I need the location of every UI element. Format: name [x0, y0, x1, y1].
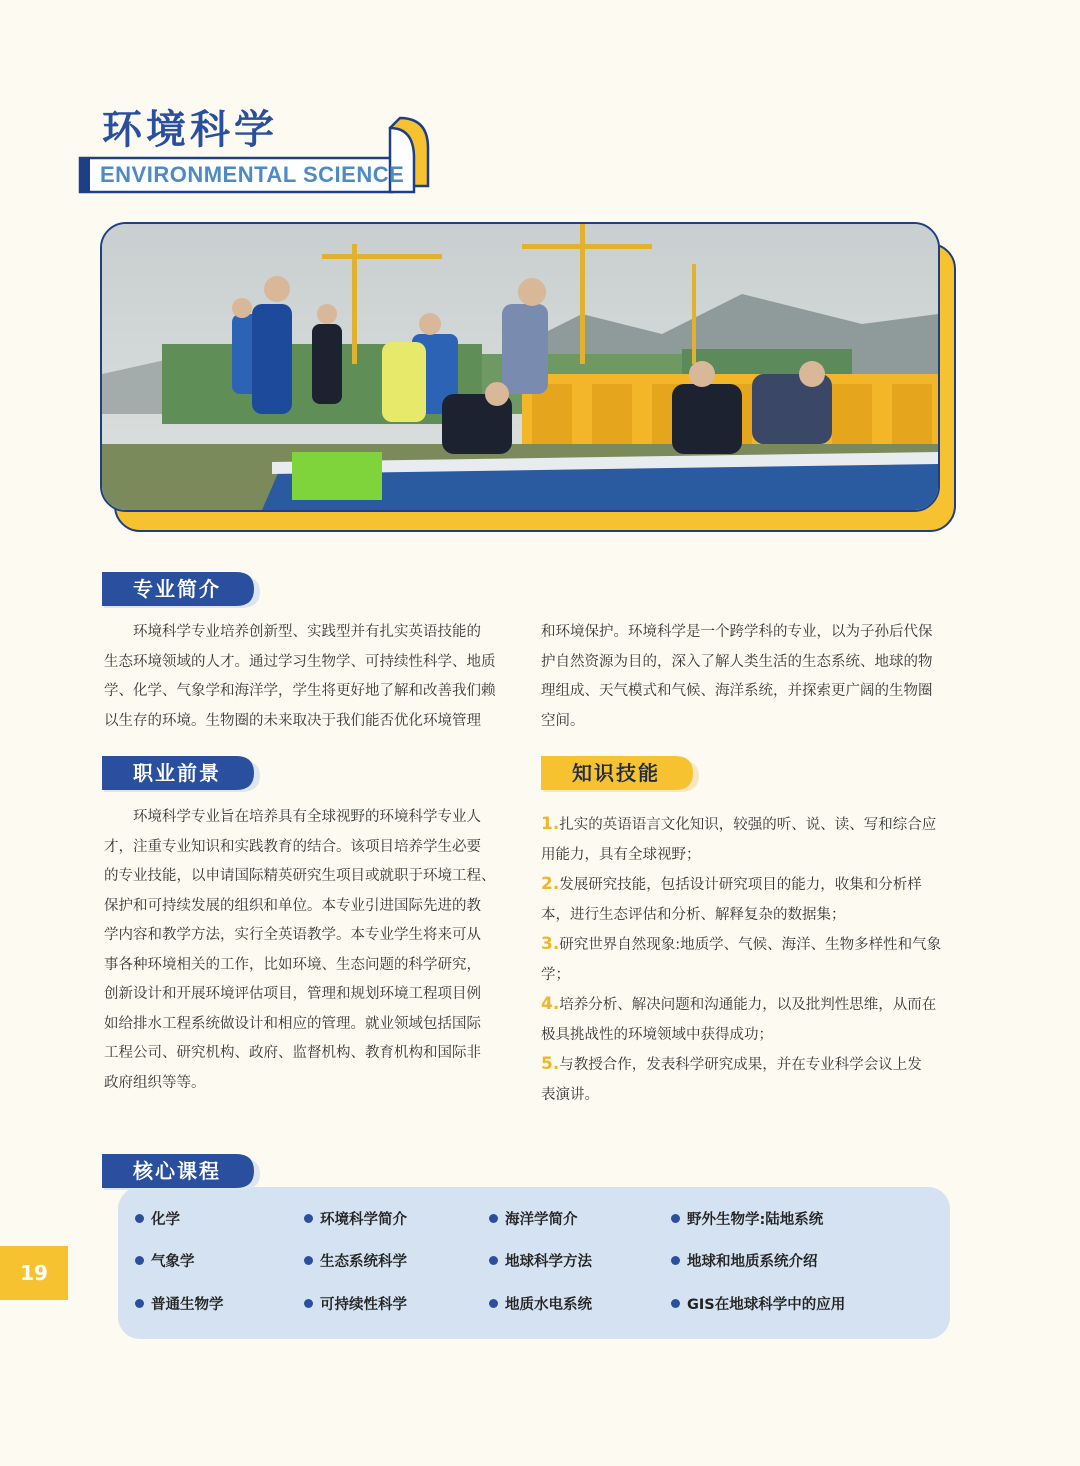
- skill-number: 1.: [541, 814, 560, 834]
- page-number: 19: [0, 1246, 68, 1300]
- skill-number: 2.: [541, 874, 560, 894]
- career-line: 学内容和教学方法，实行全英语教学。本专业学生将来可从: [104, 927, 481, 943]
- section-label-career: [102, 756, 262, 796]
- skill-text: 与教授合作，发表科学研究成果，并在专业科学会议上发: [559, 1057, 922, 1073]
- section-label-intro: [102, 572, 262, 612]
- course-item: 海洋学简介: [489, 1210, 578, 1230]
- bullet-icon: [135, 1256, 144, 1265]
- intro-col2: [541, 618, 953, 736]
- career-line: 如给排水工程系统做设计和相应的管理。就业领域包括国际: [104, 1015, 481, 1032]
- field-work-photo-illustration: [102, 224, 938, 510]
- bullet-icon: [489, 1256, 498, 1265]
- intro-col1: [104, 618, 516, 736]
- skill-number: 3.: [541, 934, 560, 954]
- section-title: 专业简介: [133, 577, 221, 601]
- career-line: 才，注重专业知识和实践教育的结合。该项目培养学生必要: [104, 838, 481, 855]
- intro-line: 生态环境领域的人才。通过学习生物学、可持续性科学、地质: [104, 653, 496, 670]
- skill-text: 培养分析、解决问题和沟通能力，以及批判性思维，从而在: [559, 997, 937, 1013]
- career-text: [104, 803, 516, 1098]
- section-title: 核心课程: [133, 1159, 221, 1183]
- section-title: 职业前景: [133, 761, 221, 785]
- skill-text: 本，进行生态评估和分析、解释复杂的数据集；: [541, 906, 846, 923]
- page-subtitle: ENVIRONMENTAL SCIENCE: [100, 162, 405, 187]
- section-title: 知识技能: [572, 761, 660, 785]
- bullet-icon: [489, 1214, 498, 1223]
- bullet-icon: [135, 1214, 144, 1223]
- skill-text: 极具挑战性的环境领域中获得成功；: [541, 1026, 773, 1043]
- skill-text: 学；: [541, 966, 570, 983]
- bullet-icon: [135, 1299, 144, 1308]
- intro-line: 理组成、天气模式和气候、海洋系统，并探索更广阔的生物圈: [541, 683, 933, 699]
- career-line: 事各种环境相关的工作，比如环境、生态问题的科学研究，: [104, 956, 481, 973]
- skill-number: 4.: [541, 994, 560, 1014]
- skill-item: [541, 930, 956, 990]
- bullet-icon: [671, 1256, 680, 1265]
- bullet-icon: [304, 1214, 313, 1223]
- intro-line: 和环境保护。环境科学是一个跨学科的专业，以为子孙后代保: [541, 624, 933, 640]
- skill-number: 5.: [541, 1054, 560, 1074]
- course-item: 野外生物学:陆地系统: [671, 1210, 823, 1230]
- skill-item: [541, 1050, 956, 1110]
- career-line: 的专业技能，以申请国际精英研究生项目或就职于环境工程、: [104, 868, 496, 884]
- course-item: 地质水电系统: [489, 1295, 592, 1315]
- course-item: 可持续性科学: [304, 1295, 407, 1315]
- career-line: 环境科学专业旨在培养具有全球视野的环境科学专业人: [133, 809, 481, 825]
- bullet-icon: [304, 1299, 313, 1308]
- skills-list: [541, 810, 956, 1110]
- section-label-courses: [102, 1154, 262, 1194]
- skill-item: [541, 990, 956, 1050]
- skill-text: 发展研究技能，包括设计研究项目的能力，收集和分析样: [559, 877, 922, 893]
- intro-line: 空间。: [541, 712, 585, 729]
- course-item: 地球科学方法: [489, 1252, 592, 1272]
- course-item: 地球和地质系统介绍: [671, 1252, 818, 1272]
- skill-text: 表演讲。: [541, 1086, 599, 1103]
- bullet-icon: [489, 1299, 498, 1308]
- intro-line: 护自然资源为目的，深入了解人类生活的生态系统、地球的物: [541, 653, 933, 670]
- course-item: 气象学: [135, 1252, 195, 1272]
- course-item: 普通生物学: [135, 1295, 224, 1315]
- course-item: GIS在地球科学中的应用: [671, 1295, 845, 1315]
- course-item: 环境科学简介: [304, 1210, 407, 1230]
- course-item: 生态系统科学: [304, 1252, 407, 1272]
- intro-line: 学、化学、气象学和海洋学，学生将更好地了解和改善我们赖: [104, 683, 496, 699]
- bullet-icon: [304, 1256, 313, 1265]
- field-work-photo: [100, 222, 940, 512]
- bullet-icon: [671, 1214, 680, 1223]
- career-line: 保护和可持续发展的组织和单位。本专业引进国际先进的教: [104, 897, 481, 914]
- skill-text: 扎实的英语语言文化知识，较强的听、说、读、写和综合应: [559, 817, 937, 833]
- skill-text: 研究世界自然现象:地质学、气候、海洋、生物多样性和气象: [559, 937, 942, 953]
- skill-item: [541, 810, 956, 870]
- career-line: 政府组织等等。: [104, 1074, 206, 1091]
- bullet-icon: [671, 1299, 680, 1308]
- course-item: 化学: [135, 1210, 180, 1230]
- page-title: 环境科学: [102, 107, 278, 153]
- career-line: 工程公司、研究机构、政府、监督机构、教育机构和国际非: [104, 1045, 481, 1061]
- skill-text: 用能力，具有全球视野；: [541, 846, 701, 863]
- career-line: 创新设计和开展环境评估项目，管理和规划环境工程项目例: [104, 986, 481, 1002]
- section-label-skills: [541, 756, 701, 796]
- intro-line: 以生存的环境。生物圈的未来取决于我们能否优化环境管理: [104, 712, 481, 729]
- intro-line: 环境科学专业培养创新型、实践型并有扎实英语技能的: [133, 624, 481, 640]
- skill-item: [541, 870, 956, 930]
